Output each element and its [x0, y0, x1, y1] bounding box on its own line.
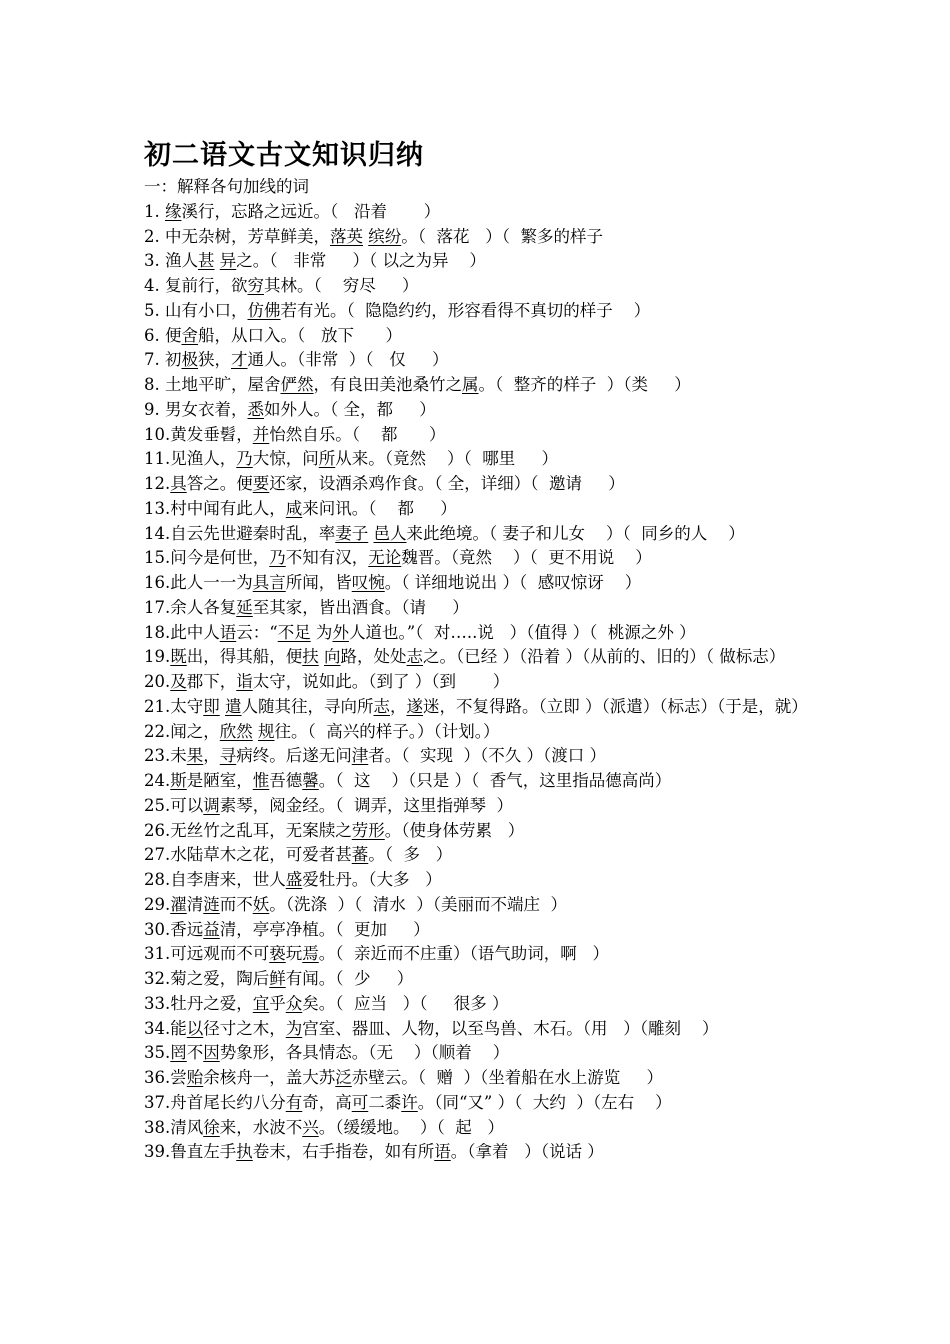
underlined-word: 调 [203, 795, 220, 815]
underlined-word: 要 [252, 474, 270, 493]
entry-text: 25.可以 [144, 795, 204, 815]
entry-text: 怡然自乐。（ 都 ） [269, 424, 446, 444]
list-item [144, 423, 824, 448]
underlined-word: 向 [324, 647, 341, 667]
entry-text: 大惊，问 [252, 449, 319, 469]
entry-text: 20. [144, 672, 171, 691]
entry-text: 清 [186, 894, 204, 914]
list-item [144, 1091, 824, 1116]
list-item [144, 670, 824, 695]
list-item [144, 868, 824, 893]
entry-text: 往。（ 高兴的样子。）（计划。） [274, 721, 500, 741]
list-item [144, 447, 824, 472]
list-item [144, 1140, 824, 1165]
entry-text: 不知有汉， [285, 548, 369, 568]
underlined-word: 邑人 [373, 523, 407, 543]
entry-text: ，有良田美池桑竹之 [313, 375, 462, 394]
entry-text: 卷末，右手指卷，如有所 [252, 1142, 435, 1162]
underlined-word: 惟 [252, 771, 270, 790]
entry-text: 35. [144, 1043, 171, 1063]
entry-text: 4. 复前行，欲 [144, 276, 248, 295]
entry-text: 郡下， [186, 672, 237, 691]
entry-text: 。（同“又” ）（ 大约 ）（左右 ） [417, 1092, 672, 1112]
entry-text: 24. [144, 771, 171, 790]
entry-text: 1. [144, 201, 165, 221]
underlined-word: 宜 [252, 993, 270, 1013]
entry-text: ， [203, 746, 220, 766]
list-item [144, 373, 824, 398]
underlined-word: 悉 [247, 399, 264, 419]
list-item [144, 546, 824, 571]
entry-text: 33.牡丹之爱， [144, 993, 253, 1013]
underlined-word: 诣 [236, 672, 253, 691]
underlined-word: 罔 [170, 1043, 187, 1063]
entry-text: 迷，不复得路。（立即 ）（派遣）（标志）（于是，就） [423, 696, 808, 716]
underlined-word: 劳形 [351, 820, 385, 840]
list-item [144, 596, 824, 621]
entry-text: 34.能 [144, 1018, 187, 1038]
entry-text: 16.此人一一为 [144, 573, 253, 592]
entry-text: 其林。（ 穷尽 ） [264, 276, 419, 295]
underlined-word: 妻子 [335, 523, 369, 543]
entry-text: 2. 中无杂树，芳草鲜美， [144, 226, 330, 246]
entry-text: 爱牡丹。（大多 ） [302, 870, 442, 889]
entry-text: 11.见渔人， [144, 449, 237, 469]
underlined-word: 志 [406, 647, 423, 667]
entry-text: 素琴，阅金经。（ 调弄，这里指弹琴 ） [219, 795, 513, 815]
underlined-word: 扶 [302, 647, 319, 667]
entry-text: 5. 山有小口， [144, 300, 248, 320]
entry-text: 奇，高 [302, 1092, 352, 1112]
underlined-word: 乃 [269, 548, 286, 568]
list-item [144, 1041, 824, 1066]
entry-text: 37.舟首尾长约八分 [144, 1092, 286, 1112]
underlined-word: 极 [181, 350, 198, 370]
list-item [144, 571, 824, 596]
underlined-word: 可 [351, 1092, 369, 1112]
entry-text: 。（ 详细地说出 ）（ 感叹惊讶 ） [384, 573, 642, 592]
underlined-word: 有 [285, 1092, 303, 1112]
entry-text: 12. [144, 474, 171, 493]
underlined-word: 咸 [285, 498, 303, 518]
entry-text: 13.村中闻有此人， [144, 498, 286, 518]
underlined-word: 缤纷 [368, 226, 402, 246]
page-title: 初二语文古文知识归纳 [144, 140, 424, 171]
entry-text: 22.闻之， [144, 721, 220, 741]
entry-text: 余核舟一，盖大苏 [203, 1068, 336, 1087]
entry-text: 28.自李唐来，世人 [144, 870, 286, 889]
entry-text: 吾德 [269, 771, 303, 790]
entry-text: 势象形，各具情态。（无 ）（顺着 ） [219, 1043, 510, 1063]
list-item [144, 1116, 824, 1141]
list-item [144, 621, 824, 646]
entry-text: 之。（ 非常 ）（ 以之为异 ） [236, 251, 486, 271]
underlined-word: 涟 [203, 894, 220, 914]
underlined-word: 既 [170, 647, 187, 667]
list-item [144, 324, 824, 349]
underlined-word: 及 [170, 672, 187, 691]
list-item [144, 274, 824, 299]
entry-text: 径寸之木， [203, 1018, 286, 1038]
entry-text: 。（缓缓地。 ）（ 起 ） [318, 1117, 504, 1137]
underlined-word: 仿佛 [247, 300, 281, 320]
underlined-word: 具言 [252, 573, 286, 592]
entry-text: 3. 渔人 [144, 251, 198, 271]
entry-text: 清，亭亭净植。（ 更加 ） [219, 919, 430, 939]
entry-text: 病终。后遂无问 [236, 746, 352, 766]
entry-text: 狭， [198, 350, 231, 370]
entry-text: 玩 [285, 944, 303, 964]
list-item [144, 348, 824, 373]
entry-text: 不 [186, 1043, 204, 1063]
underlined-word: 津 [351, 746, 369, 766]
entry-text: 通人。（非常 ）（ 仅 ） [247, 350, 449, 370]
list-item [144, 249, 824, 274]
list-item [144, 918, 824, 943]
entry-text: 18.此中人 [144, 622, 220, 642]
entry-text: 。（ 落花 ）（ 繁多的样子 [401, 226, 603, 246]
entry-text: 所闻，皆 [285, 573, 352, 592]
list-item [144, 769, 824, 794]
entry-text: 太守，说如此。（到了 ）（到 ） [252, 672, 510, 691]
list-item [144, 794, 824, 819]
entry-text: 8. 土地平旷，屋舍 [144, 375, 281, 394]
entry-text: 出，得其船，便 [186, 647, 303, 667]
entry-text: 。（洗涤 ）（ 清水 ）（美丽而不端庄 ） [269, 894, 567, 914]
entry-text: 7. 初 [144, 350, 182, 370]
entry-text: 来此绝境。（ 妻子和儿女 ）（ 同乡的人 ） [406, 523, 745, 543]
underlined-word: 斯 [170, 771, 187, 790]
list-item [144, 497, 824, 522]
entry-text: 船，从口入。（ 放下 ） [198, 325, 402, 345]
list-item [144, 200, 824, 225]
underlined-word: 寻 [219, 746, 237, 766]
underlined-word: 众 [285, 993, 303, 1013]
entry-text: 39.鲁直左手 [144, 1142, 237, 1162]
entry-text: 二黍 [368, 1092, 402, 1112]
underlined-word: 为 [285, 1018, 303, 1038]
underlined-word: 规 [258, 721, 275, 741]
underlined-word: 穷 [247, 276, 264, 295]
entry-text: 38.清风 [144, 1117, 204, 1137]
underlined-word: 语 [219, 622, 237, 642]
underlined-word: 无论 [368, 548, 402, 568]
list-item [144, 645, 824, 670]
entry-text: 30.香远 [144, 919, 204, 939]
entry-text: 还家，设酒杀鸡作食。（ 全，详细）（ 邀请 ） [269, 474, 625, 493]
entry-text: 14.自云先世避秦时乱，率 [144, 523, 336, 543]
entry-text: 26.无丝竹之乱耳，无案牍之 [144, 820, 352, 840]
underlined-word: 异 [219, 251, 237, 271]
list-item [144, 695, 824, 720]
entry-list [144, 200, 824, 1165]
entry-text: 27.水陆草木之花，可爱者甚 [144, 845, 352, 865]
entry-text: 宫室、器皿、人物，以至鸟兽、木石。（用 ）（雕刻 ） [302, 1018, 719, 1038]
entry-text: 人随其往，寻向所 [241, 696, 374, 716]
list-item [144, 1017, 824, 1042]
underlined-word: 遣 [225, 696, 242, 716]
list-item [144, 819, 824, 844]
underlined-word: 蕃 [351, 845, 369, 865]
entry-text: 为 [310, 622, 333, 642]
list-item [144, 744, 824, 769]
entry-text: 。（ 这 ）（只是 ）（ 香气，这里指品德高尚） [318, 771, 672, 790]
list-item [144, 843, 824, 868]
underlined-word: 鲜 [269, 969, 286, 988]
entry-text: 6. 便 [144, 325, 182, 345]
underlined-word: 妖 [252, 894, 270, 914]
entry-text: 而不 [219, 894, 253, 914]
entry-text: 19. [144, 647, 171, 667]
list-item [144, 1066, 824, 1091]
entry-text: 29. [144, 894, 171, 914]
entry-text: 。（ 多 ） [368, 845, 453, 865]
entry-text: 23.未 [144, 746, 187, 766]
entry-text: 有闻。（ 少 ） [285, 969, 414, 988]
underlined-word: 泛 [335, 1068, 352, 1087]
entry-text: 。（ 亲近而不庄重）（语气助词，啊 ） [318, 944, 609, 964]
entry-text: 矣。（ 应当 ）（ 很多 ） [302, 993, 509, 1013]
underlined-word: 濯 [170, 894, 187, 914]
entry-text: 15.问今是何世， [144, 548, 270, 568]
entry-text: 31.可远观而不可 [144, 944, 270, 964]
underlined-word: 并 [252, 424, 270, 444]
entry-text: 10.黄发垂髫， [144, 424, 253, 444]
underlined-word: 具 [170, 474, 187, 493]
entry-text: 来问讯。（ 都 ） [302, 498, 457, 518]
underlined-word: 亵 [269, 944, 286, 964]
underlined-word: 舍 [181, 325, 198, 345]
underlined-word: 盛 [285, 870, 303, 889]
entry-text: 36.尝 [144, 1068, 187, 1087]
underlined-word: 以 [186, 1018, 204, 1038]
entry-text: 答之。便 [186, 474, 253, 493]
underlined-word: 执 [236, 1142, 253, 1162]
underlined-word: 徐 [203, 1117, 220, 1137]
underlined-word: 才 [231, 350, 248, 370]
list-item [144, 720, 824, 745]
list-item [144, 967, 824, 992]
entry-text: 32.菊之爱，陶后 [144, 969, 270, 988]
entry-text: 9. 男女衣着， [144, 399, 248, 419]
underlined-word: 兴 [302, 1117, 319, 1137]
entry-text: 路，处处 [340, 647, 407, 667]
underlined-word: 因 [203, 1043, 220, 1063]
underlined-word: 贻 [186, 1068, 204, 1087]
entry-text: 21.太守 [144, 696, 204, 716]
entry-text: 赤壁云。（ 赠 ）（坐着船在水上游览 ） [351, 1068, 663, 1087]
underlined-word: 不足 [277, 622, 311, 642]
entry-text: 是陋室， [186, 771, 253, 790]
list-item [144, 992, 824, 1017]
entry-text: 。（使身体劳累 ） [384, 820, 525, 840]
underlined-word: 语 [434, 1142, 451, 1162]
entry-text: 至其家，皆出酒食。（请 ） [252, 597, 469, 617]
entry-text: 乎 [269, 993, 286, 1013]
entry-text: 来，水波不 [219, 1117, 303, 1137]
underlined-word: 所 [318, 449, 336, 469]
underlined-word: 外 [332, 622, 349, 642]
list-item [144, 299, 824, 324]
underlined-word: 乃 [236, 449, 253, 469]
underlined-word: 甚 [198, 251, 215, 271]
list-item [144, 398, 824, 423]
entry-text: 17.余人各复 [144, 597, 237, 617]
section-heading: 一：解释各句加线的词 [144, 177, 309, 196]
list-item [144, 522, 824, 547]
underlined-word: 益 [203, 919, 220, 939]
entry-text: 人道也。”（ 对…..说 ）（值得 ）（ 桃源之外 ） [348, 622, 696, 642]
entry-text: 。（ 整齐的样子 ）（类 ） [478, 375, 691, 394]
entry-text: 之。（已经 ）（沿着 ）（从前的、旧的）（ 做标志） [423, 647, 786, 667]
underlined-word: 馨 [302, 771, 319, 790]
underlined-word: 即 [203, 696, 220, 716]
underlined-word: 缘 [165, 201, 182, 221]
entry-text: 魏晋。（竟然 ）（ 更不用说 ） [401, 548, 652, 568]
list-item [144, 225, 824, 250]
list-item [144, 472, 824, 497]
underlined-word: 遂 [406, 696, 423, 716]
underlined-word: 焉 [302, 944, 319, 964]
underlined-word: 许 [401, 1092, 418, 1112]
list-item [144, 942, 824, 967]
entry-text: 若有光。（ 隐隐约约，形容看得不真切的样子 ） [280, 300, 651, 320]
underlined-word: 俨然 [280, 375, 314, 394]
entry-text: 溪行，忘路之远近。（ 沿着 ） [181, 201, 441, 221]
underlined-word: 志 [373, 696, 390, 716]
underlined-word: 欣然 [219, 721, 253, 741]
underlined-word: 属 [462, 375, 479, 394]
list-item [144, 893, 824, 918]
entry-text: 从来。（竟然 ）（ 哪里 ） [335, 449, 558, 469]
underlined-word: 落英 [330, 226, 363, 246]
underlined-word: 叹惋 [351, 573, 385, 592]
entry-text: ， [390, 696, 407, 716]
entry-text: 如外人。（ 全，都 ） [264, 399, 436, 419]
entry-text: 者。（ 实现 ）（不久 ）（渡口 ） [368, 746, 606, 766]
entry-text: 云：“ [236, 622, 278, 642]
underlined-word: 果 [186, 746, 204, 766]
document-body [144, 175, 824, 1165]
entry-text: 。（拿着 ）（说话 ） [450, 1142, 604, 1162]
underlined-word: 延 [236, 597, 253, 617]
